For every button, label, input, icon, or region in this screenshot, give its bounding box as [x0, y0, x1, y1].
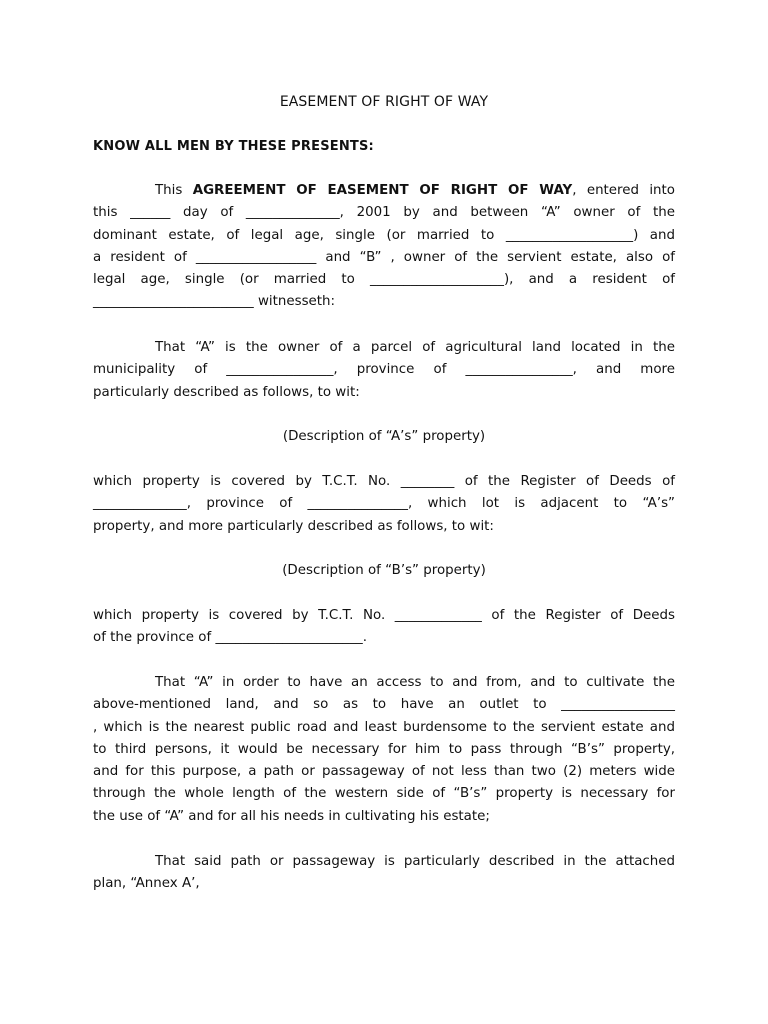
paragraph-line: legal age, single (or married to ____________________), and a resident of	[93, 272, 675, 288]
title-a-paragraph	[93, 471, 675, 538]
agreement-paragraph	[93, 180, 675, 314]
paragraph-line: municipality of ________________, province of ________________, and more	[93, 362, 675, 378]
paragraph-line: of the province of ______________________.	[93, 630, 368, 646]
paragraph-line: That “A” in order to have an access to and from, and to cultivate the	[155, 675, 675, 690]
paragraph-line: which property is covered by T.C.T. No. _____________ of the Register of Deeds	[93, 608, 675, 623]
paragraph-line: through the whole length of the western side of “B’s” property is necessary for	[93, 786, 675, 802]
paragraph-line: , which is the nearest public road and least burdensome to the servient estate and	[93, 719, 675, 735]
paragraph-line: a resident of __________________ and “B” , owner of the servient estate, also of	[93, 249, 675, 265]
paragraph-line: particularly described as follows, to wit:	[93, 384, 360, 400]
paragraph-line: That “A” is the owner of a parcel of agricultural land located in the	[155, 340, 675, 355]
paragraph-line: dominant estate, of legal age, single (or married to ___________________) and	[93, 227, 675, 243]
title-b-paragraph	[93, 605, 675, 650]
ownership-paragraph	[93, 337, 675, 404]
paragraph-line: plan, “Annex A’,	[93, 876, 200, 892]
description-b: (Description of “B’s” property)	[282, 563, 486, 578]
agreement-title-bold: AGREEMENT OF EASEMENT OF RIGHT OF WAY	[192, 183, 573, 198]
document-heading: KNOW ALL MEN BY THESE PRESENTS:	[93, 139, 374, 154]
document-title: EASEMENT OF RIGHT OF WAY	[279, 94, 489, 110]
paragraph-line: and for this purpose, a path or passageway of not less than two (2) meters wide	[93, 764, 675, 780]
paragraph-line: ______________, province of _______________, which lot is adjacent to “A’s”	[93, 496, 675, 512]
paragraph-line: which property is covered by T.C.T. No. ________ of the Register of Deeds of	[93, 474, 675, 489]
paragraph-line: ________________________ witnesseth:	[93, 294, 336, 310]
description-a: (Description of “A’s” property)	[282, 429, 486, 444]
paragraph-line: property, and more particularly described as follows, to wit:	[93, 518, 494, 534]
paragraph-line: This AGREEMENT OF EASEMENT OF RIGHT OF WAY, entered into	[155, 183, 675, 198]
paragraph-line: above-mentioned land, and so as to have an outlet to _________________	[93, 697, 675, 713]
access-paragraph	[93, 672, 675, 828]
paragraph-line: this ______ day of ______________, 2001 by and between “A” owner of the	[93, 205, 675, 221]
paragraph-line: That said path or passageway is particularly described in the attached	[155, 854, 675, 869]
paragraph-line: to third persons, it would be necessary for him to pass through “B’s” property,	[93, 741, 675, 757]
passageway-paragraph	[93, 851, 675, 896]
paragraph-line: the use of “A” and for all his needs in cultivating his estate;	[93, 808, 490, 824]
